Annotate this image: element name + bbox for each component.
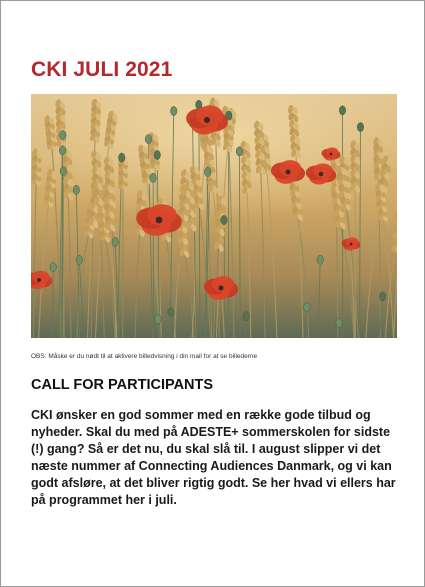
poppy-petal: [326, 147, 338, 156]
poppy-center: [285, 169, 290, 174]
poppy-bud: [155, 314, 161, 323]
poppy-bud: [119, 153, 125, 162]
poppy-center: [218, 285, 223, 290]
poppy-bud: [150, 173, 156, 182]
bud-stem: [153, 178, 154, 338]
poppy-center: [37, 278, 41, 282]
poppy-center: [156, 217, 163, 224]
poppy-bud: [205, 167, 211, 176]
poppy-bud: [171, 106, 177, 115]
poppy-petal: [212, 276, 234, 292]
poppy-bud: [317, 255, 323, 264]
poppy-bud: [236, 147, 242, 156]
hero-image-poppies-wheat: [31, 94, 397, 338]
poppy-bud: [357, 122, 363, 131]
poppy-petal: [279, 160, 301, 176]
poppy-bud: [304, 303, 310, 312]
poppy-bud: [339, 106, 345, 115]
poppy-petal: [32, 271, 49, 284]
section-heading-call-for-participants: CALL FOR PARTICIPANTS: [31, 377, 214, 393]
poppy-petal: [196, 106, 223, 126]
image-display-notice: OBS: Måske er du nødt til at aktivere billedvisning i din mail for at se billederne: [31, 353, 258, 360]
poppy-center: [319, 172, 323, 176]
poppy-center: [350, 243, 353, 246]
poppy-bud: [112, 238, 118, 247]
poppy-bud: [145, 134, 151, 143]
poppy-bud: [50, 263, 56, 272]
intro-paragraph: CKI ønsker en god sommer med en række gode tilbud og nyheder. Skal du med på ADESTE+ sommerskolen for sidste (!) gang? Så er det nu, du skal slå til. I august slipper vi det næste nummer af Connecting Audiences Danmark, og vi kan godt afsløre, at det bliver rigtig godt. Se her hvad vi ellers har på programmet her i juli.: [31, 408, 396, 507]
poppy-bud: [73, 185, 79, 194]
poppy-bud: [221, 215, 227, 224]
poppy-bud: [59, 146, 65, 155]
poppy-bud: [336, 318, 342, 327]
poppy-bud: [76, 255, 82, 264]
poppy-bud: [243, 312, 249, 321]
hero-photo-illustration: [31, 94, 397, 338]
poppy-petal: [147, 204, 177, 226]
poppy-bud: [154, 150, 160, 159]
poppy-bud: [168, 308, 174, 317]
poppy-center: [330, 153, 333, 156]
poppy-center: [204, 117, 210, 123]
newsletter-title: CKI JULI 2021: [31, 58, 173, 81]
poppy-bud: [60, 167, 66, 176]
poppy-bud: [60, 131, 66, 140]
poppy-petal: [313, 163, 333, 177]
poppy-petal: [346, 237, 358, 246]
poppy-bud: [379, 292, 385, 301]
